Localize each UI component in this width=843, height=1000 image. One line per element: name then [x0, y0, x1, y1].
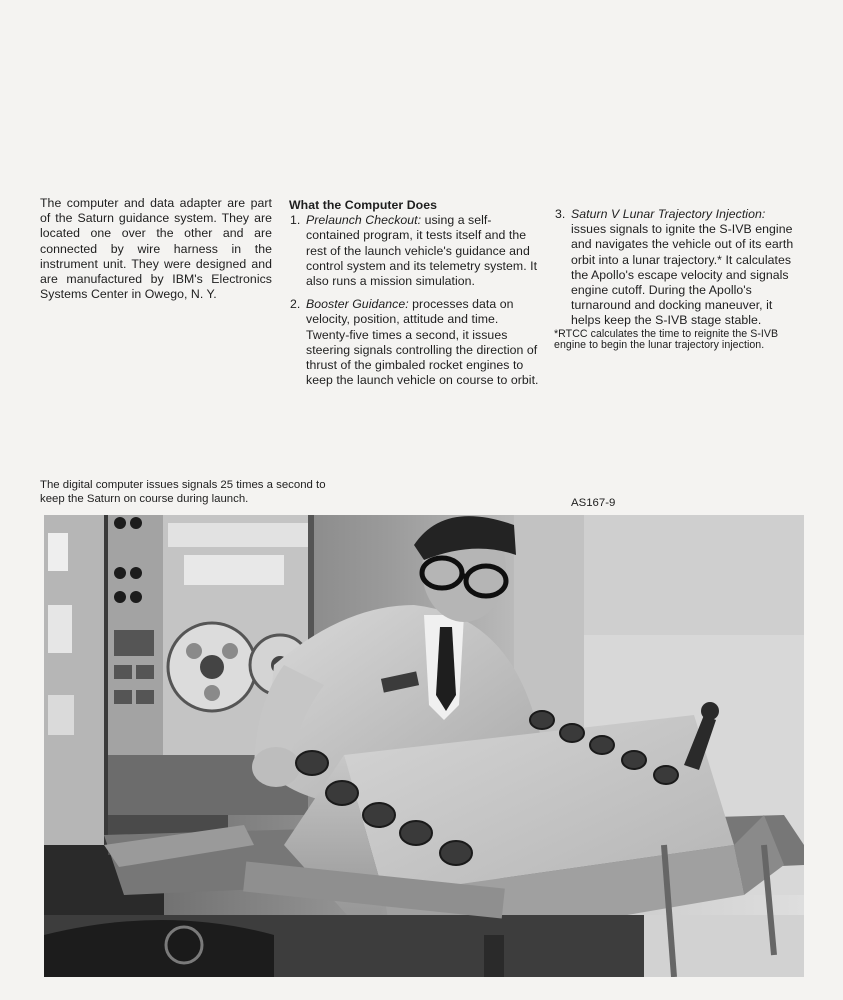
intro-column	[40, 196, 272, 302]
item-text: processes data on velocity, position, attitude and time. Twenty-five times a second, it issues steering signals controlling the direction of thrust of the gimbaled rocket engines to keep the launch vehicle on course to orbit.	[306, 297, 539, 388]
function-item-3	[554, 207, 794, 329]
item-text: issues signals to ignite the S-IVB engine and navigates the vehicle out of its earth orbit into a lunar trajectory.* It calculates the Apollo's escape velocity and signals engine cutoff. During the Apollo's turnaround and docking maneuver, it helps keep the S-IVB stage stable.	[571, 222, 794, 328]
intro-paragraph: The computer and data adapter are part of the Saturn guidance system. They are located one over the other and are connected by wire harness in the instrument unit. They were designed and are manufactured by IBM's Electronics Systems Center in Owego, N. Y.	[40, 196, 272, 302]
trajectory-column	[554, 207, 794, 352]
computer-functions-column	[289, 198, 541, 388]
function-item-2	[289, 297, 541, 388]
function-item-1	[289, 213, 541, 289]
item-lead: Saturn V Lunar Trajectory Injection:	[571, 207, 766, 221]
item-lead: Booster Guidance:	[306, 297, 409, 312]
item-number: 2.	[290, 297, 301, 312]
photo-id: AS167-9	[571, 497, 616, 509]
item-lead: Prelaunch Checkout:	[306, 213, 422, 228]
item-text: using a self-contained program, it tests itself and the rest of the launch vehicle's guidance and control system and its telemetry system. It also runs a mission simulation.	[306, 213, 538, 289]
section-heading: What the Computer Does	[289, 198, 437, 212]
photograph-icon	[44, 515, 804, 977]
photo-caption: The digital computer issues signals 25 times a second to keep the Saturn on course during launch.	[40, 479, 326, 505]
technician-photo	[44, 515, 804, 977]
footnote: *RTCC calculates the time to reignite the S-IVB engine to begin the lunar trajectory injection.	[554, 327, 779, 352]
item-number: 1.	[290, 213, 301, 228]
item-number: 3.	[555, 207, 566, 221]
